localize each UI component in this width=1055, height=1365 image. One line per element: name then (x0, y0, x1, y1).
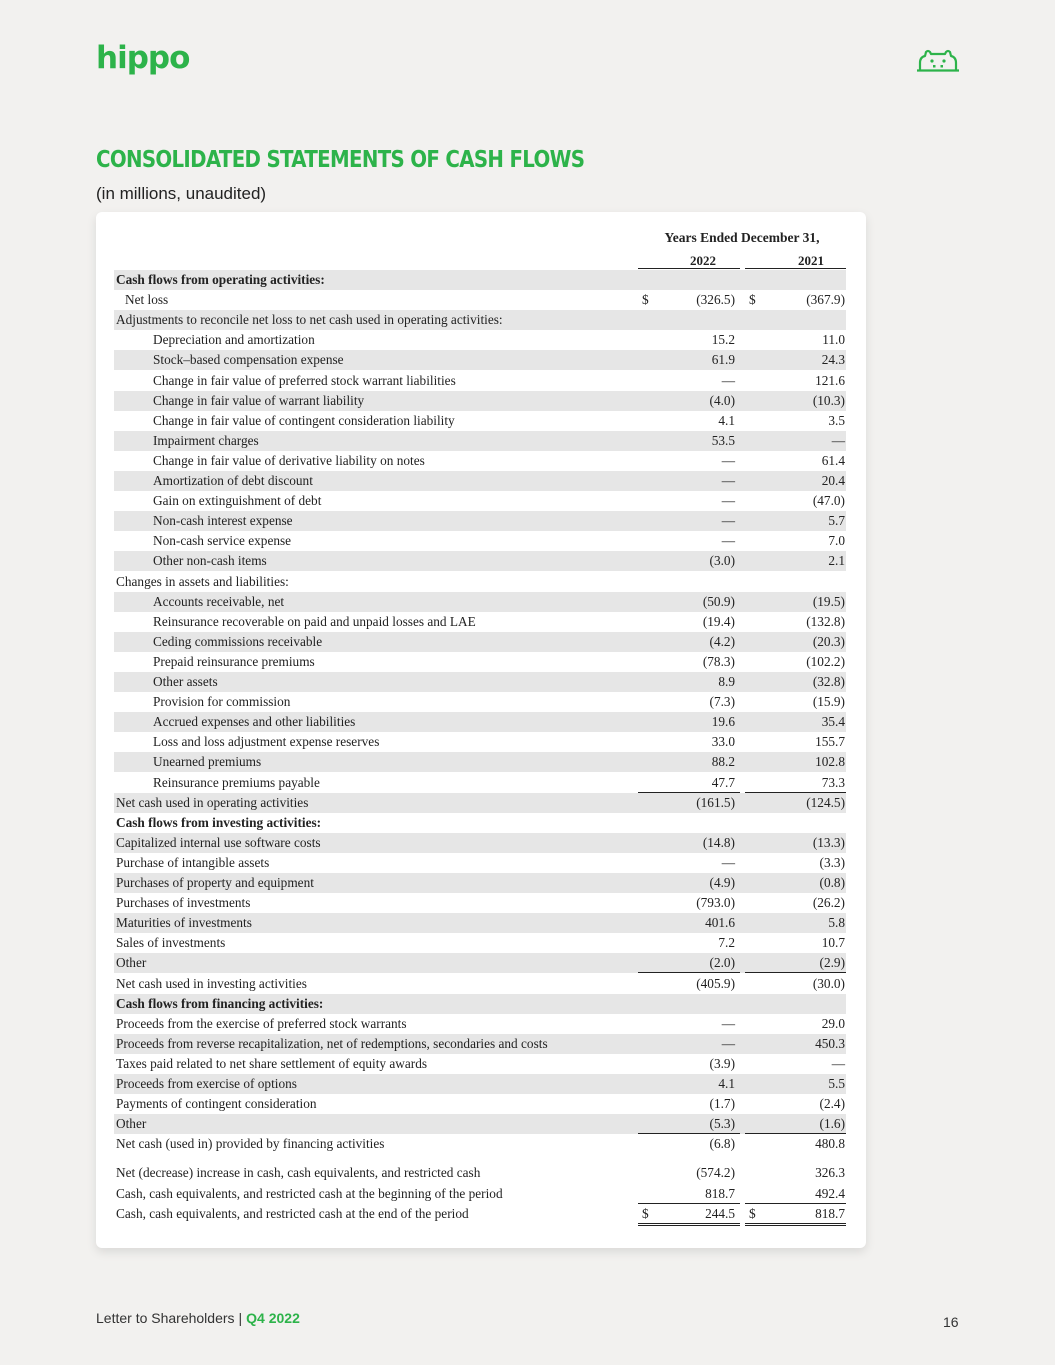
row-label: Non-cash interest expense (153, 513, 293, 529)
value-2022: (4.2) (709, 633, 735, 649)
value-2021: 11.0 (822, 332, 845, 348)
value-2022: (574.2) (696, 1165, 735, 1181)
subtotal-rule (745, 1203, 846, 1204)
value-2022: (50.9) (702, 593, 735, 609)
table-row (114, 974, 846, 994)
value-2021: 492.4 (815, 1185, 845, 1201)
value-2021: 5.8 (828, 915, 845, 931)
value-2021: 5.5 (828, 1076, 845, 1091)
value-2021: (2.4) (819, 1096, 845, 1112)
header-rule (638, 268, 740, 269)
value-2022: — (721, 854, 735, 870)
value-2022: 47.7 (711, 774, 735, 790)
row-label: Reinsurance recoverable on paid and unpaid losses and LAE (153, 613, 476, 629)
row-label: Accrued expenses and other liabilities (153, 714, 356, 730)
value-2021: (3.3) (819, 854, 845, 870)
value-2021: (26.2) (812, 895, 845, 911)
table-row (114, 592, 846, 612)
table-row (114, 1074, 846, 1094)
value-2021: 326.3 (815, 1165, 845, 1181)
row-label: Change in fair value of warrant liability (153, 392, 365, 408)
table-row (114, 933, 846, 953)
table-row (114, 632, 846, 652)
table-row (114, 391, 846, 411)
row-label: Change in fair value of contingent consideration liability (153, 412, 455, 428)
column-header-2021: 2021 (798, 253, 824, 268)
table-row (114, 893, 846, 913)
row-label: Amortization of debt discount (153, 473, 313, 488)
value-2022: (3.0) (709, 553, 735, 569)
row-label: Non-cash service expense (153, 533, 292, 549)
table-row (114, 330, 846, 350)
value-2021: 480.8 (815, 1136, 845, 1152)
table-row (114, 531, 846, 551)
row-label: Loss and loss adjustment expense reserves (153, 734, 380, 750)
value-2022: — (721, 473, 735, 488)
value-2021: 7.0 (828, 533, 845, 549)
value-2021: 5.7 (828, 513, 845, 529)
row-label: Change in fair value of derivative liability on notes (153, 452, 425, 468)
value-2022: (14.8) (702, 834, 735, 850)
row-label: Accounts receivable, net (153, 593, 285, 609)
value-2022: (78.3) (702, 653, 735, 669)
value-2021: (32.8) (812, 674, 845, 689)
row-label: Other non-cash items (153, 553, 267, 569)
value-2022: 8.9 (718, 674, 735, 689)
value-2021: (2.9) (819, 955, 845, 971)
row-label: Purchase of intangible assets (116, 854, 270, 870)
row-label: Net cash used in operating activities (116, 794, 309, 810)
column-header-2022: 2022 (690, 253, 716, 268)
row-label: Proceeds from exercise of options (116, 1076, 297, 1091)
table-row (114, 994, 846, 1014)
table-row (114, 1134, 846, 1154)
hippo-face-icon (916, 48, 960, 74)
value-2021: (19.5) (812, 593, 845, 609)
value-2022: 15.2 (711, 332, 735, 348)
value-2021: 29.0 (821, 1015, 845, 1031)
page-title: CONSOLIDATED STATEMENTS OF CASH FLOWS (96, 147, 585, 173)
value-2022: 4.1 (718, 1076, 735, 1091)
value-2022: (4.0) (709, 392, 735, 408)
table-row (114, 873, 846, 893)
value-2021: (20.3) (812, 633, 845, 649)
value-2021: 61.4 (821, 452, 845, 468)
value-2022: (405.9) (696, 975, 735, 991)
value-2022: 53.5 (711, 432, 735, 448)
table-row (114, 371, 846, 391)
row-label: Other assets (153, 674, 218, 689)
value-2022: 4.1 (718, 412, 735, 428)
value-2021: 818.7 (815, 1205, 845, 1221)
value-2022: (793.0) (696, 895, 735, 911)
page-subtitle: (in millions, unaudited) (96, 184, 267, 203)
value-2021: 102.8 (815, 754, 845, 770)
row-label: Impairment charges (153, 432, 259, 448)
page-number: 16 (943, 1314, 959, 1330)
table-row (114, 451, 846, 471)
value-2021: (1.6) (819, 1116, 845, 1132)
row-label: Sales of investments (116, 935, 226, 951)
value-2022: (1.7) (709, 1096, 735, 1112)
table-row (114, 1014, 846, 1034)
row-label: Ceding commissions receivable (153, 633, 323, 649)
value-2022: 401.6 (705, 915, 735, 931)
value-2022: 61.9 (711, 352, 735, 368)
value-2022: — (721, 513, 735, 529)
value-2022: (6.8) (709, 1136, 735, 1152)
table-row (114, 813, 846, 833)
currency-symbol: $ (749, 1205, 756, 1221)
value-2022: (19.4) (702, 613, 735, 629)
row-label: Prepaid reinsurance premiums (153, 653, 315, 669)
row-label: Purchases of investments (116, 895, 251, 911)
table-row (114, 491, 846, 511)
table-row (114, 1163, 846, 1183)
value-2021: 121.6 (815, 372, 845, 388)
value-2022: (2.0) (709, 955, 735, 971)
table-row (114, 612, 846, 632)
row-label: Unearned premiums (153, 754, 262, 770)
value-2021: (30.0) (812, 975, 845, 991)
table-row (114, 1054, 846, 1074)
table-row (114, 913, 846, 933)
table-row (114, 953, 846, 973)
table-row (114, 350, 846, 370)
value-2022: 88.2 (711, 754, 735, 770)
value-2022: (161.5) (696, 794, 735, 810)
value-2021: 24.3 (821, 352, 845, 368)
row-label: Cash, cash equivalents, and restricted cash at the beginning of the period (116, 1185, 503, 1201)
value-2021: — (831, 1055, 845, 1071)
value-2022: — (721, 493, 735, 509)
value-2021: (367.9) (806, 292, 845, 308)
subtotal-rule (638, 1203, 740, 1204)
currency-symbol: $ (642, 1205, 649, 1221)
value-2021: (15.9) (812, 694, 845, 710)
value-2022: — (721, 372, 735, 388)
value-2022: — (721, 533, 735, 549)
row-label: Payments of contingent consideration (116, 1096, 317, 1112)
footer-doc: Letter to Shareholders (96, 1310, 235, 1326)
table-row (114, 411, 846, 431)
value-2022: 7.2 (718, 935, 735, 951)
table-row (114, 1094, 846, 1114)
table-row (114, 672, 846, 692)
value-2021: (102.2) (806, 653, 845, 669)
row-label: Adjustments to reconcile net loss to net cash used in operating activities: (116, 312, 503, 328)
table-row (114, 732, 846, 752)
value-2021: 10.7 (821, 935, 845, 951)
value-2021: 35.4 (821, 714, 845, 730)
row-label: Other (116, 1116, 147, 1132)
table-row (114, 1204, 846, 1224)
value-2022: (7.3) (709, 694, 735, 710)
row-label: Cash flows from operating activities: (116, 272, 325, 287)
table-row (114, 1184, 846, 1204)
value-2021: 155.7 (815, 734, 845, 750)
table-row (114, 712, 846, 732)
row-label: Cash flows from financing activities: (116, 995, 324, 1011)
value-2021: (0.8) (819, 875, 845, 890)
row-label: Taxes paid related to net share settlement of equity awards (116, 1055, 428, 1071)
row-label: Purchases of property and equipment (116, 875, 314, 890)
value-2022: — (721, 452, 735, 468)
value-2021: (124.5) (806, 794, 845, 810)
value-2021: (13.3) (812, 834, 845, 850)
table-row (114, 692, 846, 712)
table-row (114, 270, 846, 290)
table-row (114, 773, 846, 793)
table-row (114, 471, 846, 491)
table-row (114, 1034, 846, 1054)
footer-doc-title (96, 1310, 300, 1326)
value-2021: (47.0) (812, 493, 845, 509)
period-header: Years Ended December 31, (664, 230, 820, 245)
table-row (114, 793, 846, 813)
row-label: Other (116, 955, 147, 971)
row-label: Changes in assets and liabilities: (116, 573, 289, 589)
value-2022: 818.7 (705, 1185, 735, 1201)
value-2022: — (721, 1035, 735, 1051)
value-2022: 19.6 (711, 714, 735, 730)
value-2021: 450.3 (815, 1035, 845, 1051)
total-double-rule (745, 1223, 846, 1227)
row-label: Maturities of investments (116, 915, 252, 931)
footer-quarter: Q4 2022 (246, 1310, 300, 1326)
value-2021: — (831, 432, 845, 448)
row-label: Proceeds from reverse recapitalization, net of redemptions, secondaries and costs (116, 1035, 548, 1051)
row-label: Depreciation and amortization (153, 332, 315, 348)
row-label: Change in fair value of preferred stock warrant liabilities (153, 372, 456, 388)
row-label: Proceeds from the exercise of preferred stock warrants (116, 1015, 407, 1031)
value-2021: 73.3 (821, 774, 845, 790)
table-row (114, 752, 846, 772)
row-label: Cash flows from investing activities: (116, 814, 322, 830)
table-row (114, 290, 846, 310)
value-2022: (4.9) (709, 875, 735, 890)
value-2022: (5.3) (709, 1116, 735, 1132)
row-label: Net loss (125, 292, 169, 308)
row-label: Reinsurance premiums payable (153, 774, 320, 790)
value-2021: 3.5 (828, 412, 845, 428)
footer-separator: | (238, 1310, 243, 1326)
row-label: Net cash used in investing activities (116, 975, 307, 991)
row-label: Net cash (used in) provided by financing activities (116, 1136, 385, 1152)
value-2022: — (721, 1015, 735, 1031)
row-label: Gain on extinguishment of debt (153, 493, 322, 509)
statement-card (96, 212, 866, 1248)
value-2021: 2.1 (828, 553, 845, 569)
value-2022: 33.0 (711, 734, 735, 750)
table-row (114, 551, 846, 571)
hippo-logo: hippo (96, 40, 190, 76)
row-label: Net (decrease) increase in cash, cash equivalents, and restricted cash (116, 1165, 481, 1181)
table-row (114, 431, 846, 451)
value-2021: (132.8) (806, 613, 845, 629)
value-2022: 244.5 (705, 1205, 735, 1221)
total-double-rule (638, 1223, 740, 1227)
table-row (114, 572, 846, 592)
row-label: Cash, cash equivalents, and restricted cash at the end of the period (116, 1205, 469, 1221)
row-label: Stock–based compensation expense (153, 352, 344, 368)
value-2022: (326.5) (696, 292, 735, 308)
header-rule (745, 268, 846, 269)
value-2021: 20.4 (821, 473, 845, 488)
row-label: Capitalized internal use software costs (116, 834, 321, 850)
currency-symbol: $ (642, 292, 649, 308)
table-row (114, 652, 846, 672)
currency-symbol: $ (749, 292, 756, 308)
value-2021: (10.3) (812, 392, 845, 408)
table-row (114, 833, 846, 853)
value-2022: (3.9) (709, 1055, 735, 1071)
row-label: Provision for commission (153, 694, 291, 710)
table-row (114, 1114, 846, 1134)
table-row (114, 310, 846, 330)
table-row (114, 853, 846, 873)
table-row (114, 511, 846, 531)
